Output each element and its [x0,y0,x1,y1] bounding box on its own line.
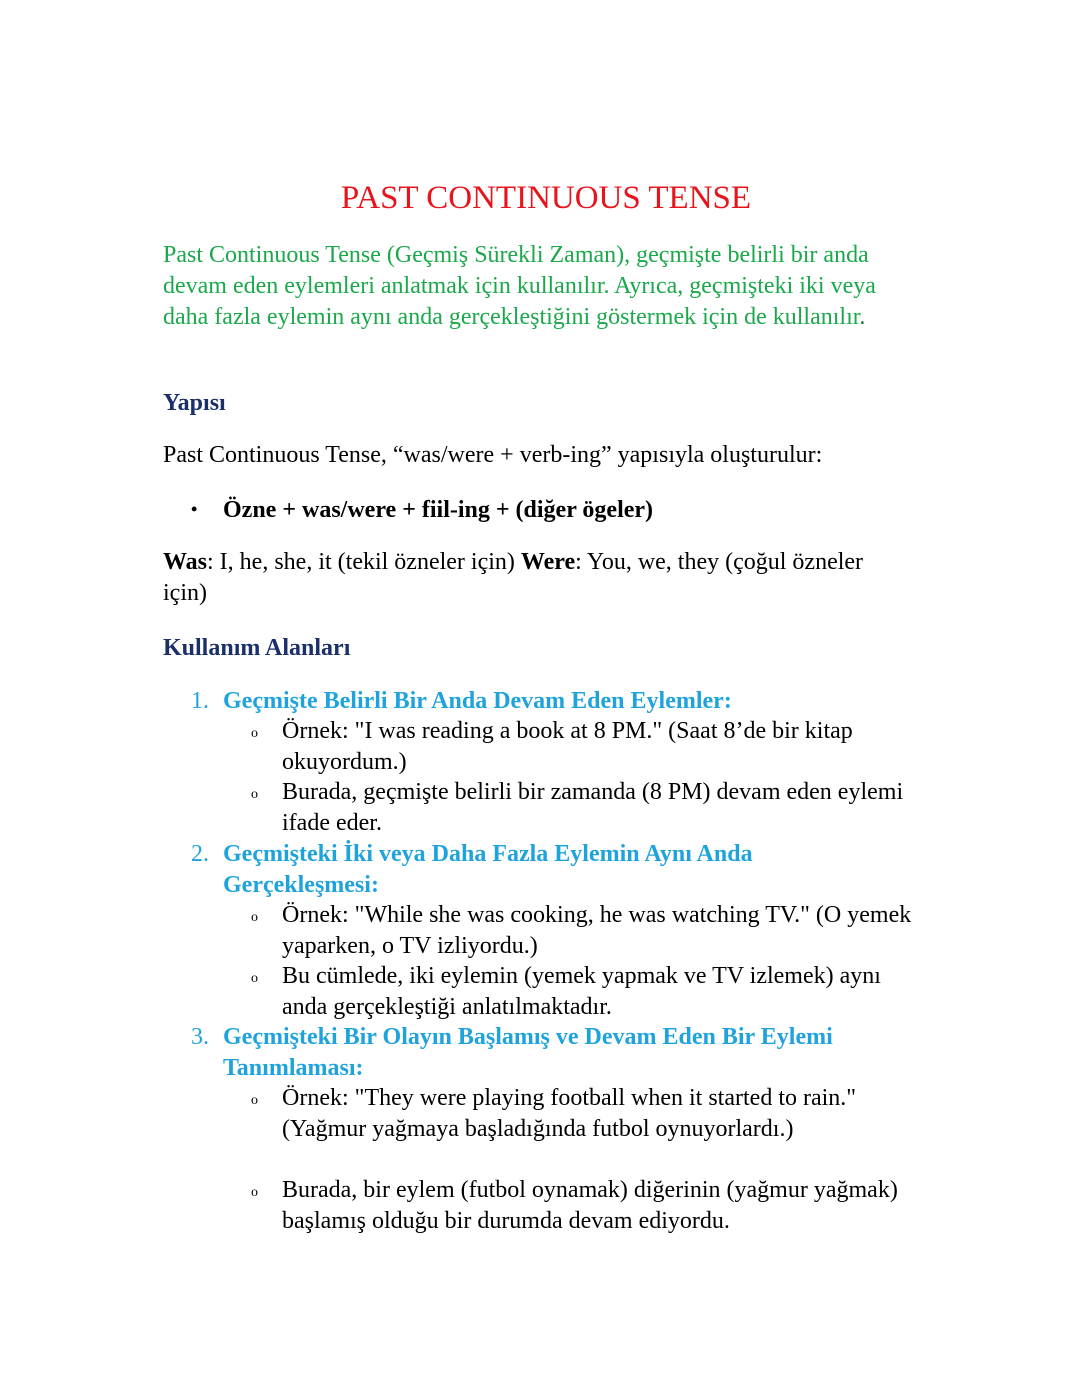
item-number: 1. [191,688,209,714]
circle-bullet-icon: o [251,1093,258,1108]
point-text: Burada, geçmişte belirli bir zamanda (8 PM) devam eden eylemi ifade eder. [282,779,904,836]
were-label: Were [520,549,576,575]
usage-heading: Kullanım Alanları [163,635,351,661]
intro-paragraph [163,240,923,333]
point-text: Burada, bir eylem (futbol oynamak) diğerinin (yağmur yağmak) başlamış olduğu bir durumda devam ediyordu. [282,1177,898,1234]
structure-description: Past Continuous Tense, “was/were + verb-ing” yapısıyla oluşturulur: [163,442,823,468]
item-heading: Geçmişteki Bir Olayın Başlamış ve Devam Eden Bir Eylemi Tanımlaması: [223,1024,833,1081]
were-text: : You, we, they (çoğul özneler için) [163,549,864,606]
circle-bullet-icon: o [251,910,258,925]
was-text: : I, he, she, it (tekil özneler için) [207,549,521,575]
item-heading: Geçmişte Belirli Bir Anda Devam Eden Eylemler: [223,688,732,714]
intro-text: Past Continuous Tense (Geçmiş Sürekli Zaman), geçmişte belirli bir anda devam eden eylemleri anlatmak için kullanılır. Ayrıca, geçmişteki iki veya daha fazla eylemin aynı anda gerçekleştiğini göstermek için de kullanılır [163,242,876,330]
was-were-paragraph [163,547,903,609]
circle-bullet-icon: o [251,1185,258,1200]
item-heading: Geçmişteki İki veya Daha Fazla Eylemin Aynı Anda Gerçekleşmesi: [223,841,753,898]
circle-bullet-icon: o [251,726,258,741]
item-number: 2. [191,841,209,867]
structure-heading: Yapısı [163,390,226,416]
formula-bullet [191,494,653,525]
item-number: 3. [191,1024,209,1050]
point-text: Örnek: "I was reading a book at 8 PM." (Saat 8’de bir kitap okuyordum.) [282,718,853,775]
circle-bullet-icon: o [251,971,258,986]
point-text: Örnek: "They were playing football when it started to rain." (Yağmur yağmaya başladığında futbol oynuyorlardı.) [282,1085,857,1142]
page-title: PAST CONTINUOUS TENSE [340,180,752,216]
intro-end: . [859,304,866,330]
was-label: Was [163,549,208,575]
bullet-icon: • [191,499,198,519]
point-text: Örnek: "While she was cooking, he was watching TV." (O yemek yaparken, o TV izliyordu.) [282,902,912,959]
point-text: Bu cümlede, iki eylemin (yemek yapmak ve TV izlemek) aynı anda gerçekleştiği anlatılmaktadır. [282,963,881,1020]
circle-bullet-icon: o [251,787,258,802]
formula-text: Özne + was/were + fiil-ing + (diğer ögeler) [223,497,654,523]
